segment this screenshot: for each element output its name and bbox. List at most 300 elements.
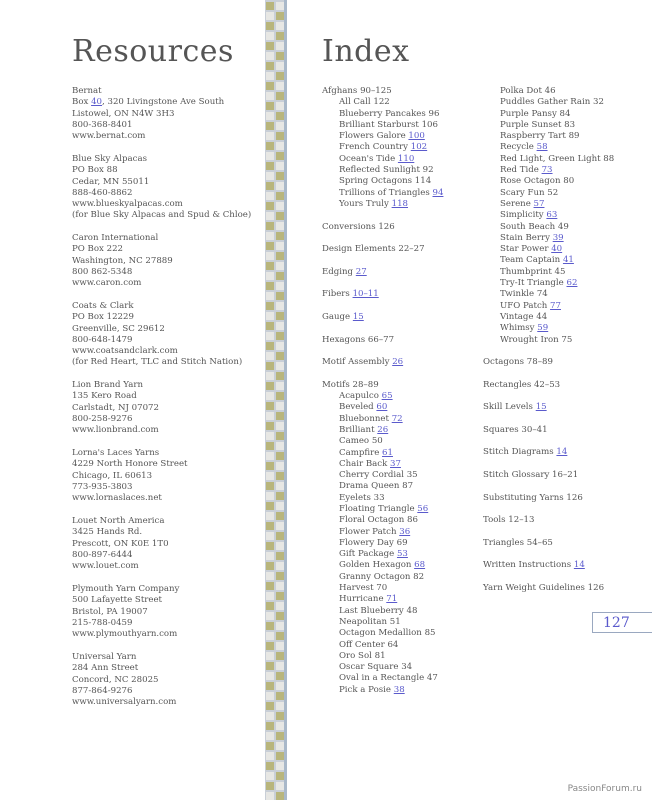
strip-square xyxy=(266,162,274,170)
index-spacer xyxy=(322,301,443,312)
strip-square xyxy=(266,772,274,780)
index-spacer xyxy=(483,459,604,470)
index-subentry: All Call 122 xyxy=(339,97,390,108)
index-subentry: Bluebonnet 72 xyxy=(339,413,403,424)
index-subentry: Granny Octagon 82 xyxy=(339,571,425,582)
page-link[interactable]: 14 xyxy=(573,560,585,571)
strip-square xyxy=(266,502,274,510)
strip-square xyxy=(266,412,274,420)
index-subentry: Spring Octagons 114 xyxy=(339,176,432,187)
resource-line: Bristol, PA 19007 xyxy=(72,606,148,617)
resource-line: 500 Lafayette Street xyxy=(72,595,163,606)
strip-square xyxy=(266,752,274,760)
page-link[interactable]: 38 xyxy=(393,684,405,695)
strip-square xyxy=(276,82,284,90)
page-link[interactable]: 62 xyxy=(566,278,578,289)
page-link[interactable]: 60 xyxy=(376,402,388,413)
strip-square xyxy=(276,112,284,120)
resource-line: Carlstadt, NJ 07072 xyxy=(72,402,159,413)
index-entry: Skill Levels 15 xyxy=(483,402,547,413)
strip-square xyxy=(266,782,274,790)
strip-square xyxy=(276,42,284,50)
index-entry: Octagons 78–89 xyxy=(483,357,553,367)
strip-square xyxy=(266,192,274,200)
strip-square xyxy=(276,22,284,30)
resource-line: 800-897-6444 xyxy=(72,549,133,560)
page-link[interactable]: 37 xyxy=(390,458,401,469)
strip-square xyxy=(266,452,274,460)
index-spacer xyxy=(483,436,604,447)
index-spacer xyxy=(483,413,604,424)
index-spacer xyxy=(322,278,443,289)
strip-square xyxy=(266,642,274,650)
strip-square xyxy=(276,122,284,130)
strip-square xyxy=(276,362,284,370)
index-entry: Squares 30–41 xyxy=(483,424,548,435)
strip-square xyxy=(266,142,274,150)
strip-square xyxy=(266,742,274,750)
index-subentry: Cherry Cordial 35 xyxy=(339,470,418,481)
strip-square xyxy=(276,722,284,730)
strip-square xyxy=(276,102,284,110)
strip-square xyxy=(276,482,284,490)
strip-square xyxy=(276,202,284,210)
resource-entry xyxy=(72,516,169,572)
page-link[interactable]: 40 xyxy=(551,244,563,255)
index-subentry: Oscar Square 34 xyxy=(339,662,413,673)
index-subentry: Campfire 61 xyxy=(339,447,393,458)
resource-line: 800-258-9276 xyxy=(72,413,133,424)
index-entry: Wrought Iron 75 xyxy=(500,334,573,345)
resource-line[interactable]: www.lornaslaces.net xyxy=(72,493,162,504)
strip-square xyxy=(276,702,284,710)
resource-line: 4229 North Honore Street xyxy=(72,459,188,470)
index-entry: Design Elements 22–27 xyxy=(322,244,425,255)
index-subentry: Brilliant Starburst 106 xyxy=(339,119,438,130)
strip-square xyxy=(276,172,284,180)
resource-line: Cedar, MN 55011 xyxy=(72,176,150,187)
strip-square xyxy=(266,682,274,690)
index-entry: Recycle 58 xyxy=(500,142,548,153)
strip-square xyxy=(266,12,274,20)
resource-line[interactable]: www.bernat.com xyxy=(72,131,146,142)
resource-name: Blue Sky Alpacas xyxy=(72,154,148,164)
strip-square xyxy=(276,632,284,640)
index-subentry: Chair Back 37 xyxy=(339,458,401,469)
page-link[interactable]: 59 xyxy=(537,323,549,334)
page-link[interactable]: 56 xyxy=(417,503,429,514)
strip-square xyxy=(266,402,274,410)
index-entry: Purple Pansy 84 xyxy=(500,108,571,119)
strip-square xyxy=(266,22,274,30)
index-entry: Red Light, Green Light 88 xyxy=(500,153,615,164)
page-link[interactable]: 10–11 xyxy=(352,289,379,300)
resource-line: 3425 Hands Rd. xyxy=(72,527,143,538)
resource-line: PO Box 88 xyxy=(72,165,118,176)
strip-square xyxy=(266,212,274,220)
page-link[interactable]: 77 xyxy=(550,300,561,311)
page-link[interactable]: 102 xyxy=(410,142,428,153)
index-subentry: Yours Truly 118 xyxy=(339,198,409,209)
index-subentry: Harvest 70 xyxy=(339,583,388,594)
strip-square xyxy=(276,2,284,10)
index-spacer xyxy=(322,323,443,334)
index-entry: Fibers 10–11 xyxy=(322,289,379,300)
resource-name: Lion Brand Yarn xyxy=(72,380,143,390)
strip-edge-line xyxy=(284,0,287,800)
strip-square xyxy=(266,152,274,160)
strip-square xyxy=(266,102,274,110)
index-entry: Try-It Triangle 62 xyxy=(500,278,578,289)
strip-square xyxy=(266,382,274,390)
index-subentry: Ocean's Tide 110 xyxy=(339,153,415,164)
index-entry: Whimsy 59 xyxy=(500,323,549,334)
strip-square xyxy=(276,242,284,250)
strip-square xyxy=(266,72,274,80)
page-number: 127 xyxy=(592,612,652,633)
strip-square xyxy=(266,302,274,310)
resource-name: Bernat xyxy=(72,86,102,96)
strip-square xyxy=(266,122,274,130)
strip-square xyxy=(276,382,284,390)
resource-line: 215-788-0459 xyxy=(72,617,133,628)
index-title: Index xyxy=(322,34,410,69)
page-link[interactable]: 15 xyxy=(535,402,547,413)
index-subentry: Trillions of Triangles 94 xyxy=(339,187,444,198)
strip-square xyxy=(266,362,274,370)
resource-line[interactable]: www.coatsandclark.com xyxy=(72,346,178,357)
strip-square xyxy=(266,582,274,590)
index-column-3 xyxy=(483,357,604,594)
strip-square xyxy=(266,32,274,40)
strip-square xyxy=(276,762,284,770)
strip-square xyxy=(266,272,274,280)
strip-square xyxy=(266,182,274,190)
index-entry: Motifs 28–89 xyxy=(322,379,379,390)
page-link[interactable]: 14 xyxy=(556,447,568,458)
index-entry: Conversions 126 xyxy=(322,221,395,232)
strip-square xyxy=(276,792,284,800)
resource-line: PO Box 12229 xyxy=(72,312,134,323)
index-subentry: Oval in a Rectangle 47 xyxy=(339,673,438,684)
strip-square xyxy=(266,662,274,670)
strip-square xyxy=(266,792,274,800)
index-entry: Red Tide 73 xyxy=(500,165,553,176)
strip-square xyxy=(276,672,284,680)
strip-square xyxy=(276,642,284,650)
resource-name: Universal Yarn xyxy=(72,652,137,662)
resource-line: 800 862-5348 xyxy=(72,266,133,277)
resource-entry xyxy=(72,301,242,369)
strip-square xyxy=(276,142,284,150)
index-entry: Scary Fun 52 xyxy=(500,187,559,198)
page-link[interactable]: 57 xyxy=(533,198,545,209)
page-link[interactable]: 65 xyxy=(381,391,393,402)
index-subentry: Golden Hexagon 68 xyxy=(339,560,426,571)
page-link[interactable]: 61 xyxy=(382,447,393,458)
index-subentry: Drama Queen 87 xyxy=(339,481,414,492)
strip-square xyxy=(276,152,284,160)
page-link[interactable]: 63 xyxy=(546,210,558,221)
index-entry: Hexagons 66–77 xyxy=(322,334,395,345)
index-spacer xyxy=(483,549,604,560)
strip-square xyxy=(266,262,274,270)
page-link[interactable]: 26 xyxy=(392,357,404,368)
index-spacer xyxy=(483,504,604,515)
strip-square xyxy=(266,702,274,710)
strip-square xyxy=(266,252,274,260)
resource-line: 135 Kero Road xyxy=(72,391,137,402)
strip-square xyxy=(276,432,284,440)
strip-square xyxy=(266,202,274,210)
resource-line: Box 40, 320 Livingstone Ave South xyxy=(72,97,225,108)
page-link[interactable]: 68 xyxy=(414,560,426,571)
strip-square xyxy=(266,652,274,660)
index-entry: Twinkle 74 xyxy=(500,289,548,300)
strip-square xyxy=(276,502,284,510)
index-entry: Afghans 90–125 xyxy=(322,86,392,96)
strip-square xyxy=(276,262,284,270)
strip-square xyxy=(276,412,284,420)
index-entry: Rose Octagon 80 xyxy=(500,176,575,187)
strip-square xyxy=(276,462,284,470)
resource-entry xyxy=(72,448,188,504)
strip-square xyxy=(266,112,274,120)
strip-square xyxy=(266,172,274,180)
strip-square xyxy=(276,732,284,740)
strip-square xyxy=(266,42,274,50)
index-entry: Written Instructions 14 xyxy=(483,560,585,571)
strip-square xyxy=(266,482,274,490)
index-subentry: Acapulco 65 xyxy=(339,391,393,402)
index-spacer xyxy=(322,210,443,221)
index-entry: UFO Patch 77 xyxy=(500,300,561,311)
resource-line: 800-648-1479 xyxy=(72,334,133,345)
index-entry: Vintage 44 xyxy=(500,311,548,322)
strip-square xyxy=(276,712,284,720)
index-subentry: Neapolitan 51 xyxy=(339,616,401,627)
index-column-2 xyxy=(500,86,614,346)
index-subentry: Floating Triangle 56 xyxy=(339,503,429,514)
watermark: PassionForum.ru xyxy=(567,784,642,794)
index-entry: Serene 57 xyxy=(500,198,545,209)
strip-square xyxy=(266,572,274,580)
strip-square xyxy=(266,542,274,550)
index-entry: Motif Assembly 26 xyxy=(322,357,404,368)
strip-square xyxy=(276,622,284,630)
index-subentry: Flower Patch 36 xyxy=(339,526,411,537)
strip-square xyxy=(266,602,274,610)
resource-name: Coats & Clark xyxy=(72,301,134,311)
index-subentry: Oro Sol 81 xyxy=(339,650,386,661)
strip-square xyxy=(266,232,274,240)
resource-line: PO Box 222 xyxy=(72,244,124,255)
resource-line[interactable]: www.lionbrand.com xyxy=(72,425,159,436)
resource-line: 284 Ann Street xyxy=(72,663,139,674)
page-link[interactable]: 53 xyxy=(396,549,408,560)
page-link[interactable]: 27 xyxy=(355,266,367,277)
page-link[interactable]: 26 xyxy=(377,424,389,435)
page-link[interactable]: 58 xyxy=(536,142,548,153)
strip-square xyxy=(276,392,284,400)
resource-entry xyxy=(72,380,159,436)
strip-square xyxy=(276,472,284,480)
page-link[interactable]: 40 xyxy=(91,97,103,108)
index-subentry: Gift Package 53 xyxy=(339,549,408,560)
strip-square xyxy=(266,762,274,770)
index-subentry: Floral Octagon 86 xyxy=(339,515,418,526)
strip-square xyxy=(276,292,284,300)
strip-square xyxy=(266,512,274,520)
index-entry: Yarn Weight Guidelines 126 xyxy=(483,582,605,593)
strip-square xyxy=(276,32,284,40)
index-spacer xyxy=(322,233,443,244)
strip-square xyxy=(276,222,284,230)
resource-line[interactable]: www.caron.com xyxy=(72,278,142,289)
strip-square xyxy=(276,62,284,70)
index-column-1 xyxy=(322,86,443,696)
page-link[interactable]: 15 xyxy=(352,311,364,322)
strip-square xyxy=(266,322,274,330)
index-entry: Rectangles 42–53 xyxy=(483,379,561,390)
index-entry: Triangles 54–65 xyxy=(483,537,553,548)
strip-square xyxy=(266,722,274,730)
index-entry: Star Power 40 xyxy=(500,244,563,255)
strip-square xyxy=(266,422,274,430)
resource-name: Plymouth Yarn Company xyxy=(72,584,180,594)
page-link[interactable]: 100 xyxy=(408,131,425,142)
strip-square xyxy=(276,352,284,360)
page-link[interactable]: 36 xyxy=(399,526,411,537)
strip-square xyxy=(266,562,274,570)
index-entry: South Beach 49 xyxy=(500,221,569,232)
index-entry: Gauge 15 xyxy=(322,311,364,322)
strip-square xyxy=(266,492,274,500)
strip-square xyxy=(276,342,284,350)
strip-square xyxy=(266,82,274,90)
resource-line: 800-368-8401 xyxy=(72,119,133,130)
page-link[interactable]: 73 xyxy=(541,165,553,176)
index-spacer xyxy=(483,572,604,583)
strip-square xyxy=(276,772,284,780)
index-entry: Tools 12–13 xyxy=(483,515,535,526)
strip-square xyxy=(276,192,284,200)
resource-entry xyxy=(72,652,176,708)
index-subentry: Last Blueberry 48 xyxy=(339,605,418,616)
resource-entry xyxy=(72,233,173,289)
strip-square xyxy=(276,302,284,310)
resource-entry xyxy=(72,86,224,142)
resource-line: 773-935-3803 xyxy=(72,481,133,492)
resource-line: 888-460-8862 xyxy=(72,187,133,198)
strip-square xyxy=(276,452,284,460)
index-entry: Raspberry Tart 89 xyxy=(500,131,580,142)
strip-square xyxy=(276,332,284,340)
page-link[interactable]: 72 xyxy=(391,413,403,424)
strip-square xyxy=(266,532,274,540)
strip-square xyxy=(276,372,284,380)
strip-square xyxy=(266,632,274,640)
page-link[interactable]: 110 xyxy=(397,153,415,164)
strip-square xyxy=(266,92,274,100)
resource-line[interactable]: www.blueskyalpacas.com xyxy=(72,199,183,210)
strip-square xyxy=(266,612,274,620)
strip-square xyxy=(276,442,284,450)
index-entry: Substituting Yarns 126 xyxy=(483,492,583,503)
strip-square xyxy=(276,212,284,220)
strip-square xyxy=(266,692,274,700)
page-link[interactable]: 41 xyxy=(562,255,574,266)
resource-line[interactable]: www.universalyarn.com xyxy=(72,697,177,708)
resource-line: Concord, NC 28025 xyxy=(72,674,159,685)
strip-square xyxy=(276,72,284,80)
strip-square xyxy=(276,132,284,140)
strip-square xyxy=(276,582,284,590)
resource-line[interactable]: www.plymouthyarn.com xyxy=(72,629,178,640)
strip-square xyxy=(276,742,284,750)
strip-square xyxy=(266,442,274,450)
page-link[interactable]: 118 xyxy=(391,198,409,209)
strip-square xyxy=(276,592,284,600)
strip-square xyxy=(266,282,274,290)
index-entry: Puddles Gather Rain 32 xyxy=(500,97,604,108)
strip-square xyxy=(276,252,284,260)
resource-line: (for Blue Sky Alpacas and Spud & Chloe) xyxy=(72,210,252,221)
strip-square xyxy=(266,62,274,70)
strip-square xyxy=(266,552,274,560)
strip-square xyxy=(276,602,284,610)
strip-square xyxy=(276,782,284,790)
strip-square xyxy=(266,472,274,480)
index-subentry: French Country 102 xyxy=(339,142,428,153)
strip-square xyxy=(276,492,284,500)
index-entry: Thumbprint 45 xyxy=(500,266,566,277)
resource-line: 877-864-9276 xyxy=(72,685,133,696)
strip-square xyxy=(266,2,274,10)
page-link[interactable]: 94 xyxy=(432,187,444,198)
resource-line: Listowel, ON N4W 3H3 xyxy=(72,108,175,119)
strip-square xyxy=(276,282,284,290)
strip-square xyxy=(276,612,284,620)
index-entry: Stain Berry 39 xyxy=(500,232,564,243)
decorative-checker-strip xyxy=(265,0,285,800)
resource-name: Lorna's Laces Yarns xyxy=(72,448,160,458)
index-entry: Stitch Diagrams 14 xyxy=(483,447,568,458)
strip-square xyxy=(266,732,274,740)
strip-square xyxy=(266,672,274,680)
strip-square xyxy=(276,52,284,60)
page-link[interactable]: 39 xyxy=(552,232,564,243)
strip-square xyxy=(266,432,274,440)
index-spacer xyxy=(483,391,604,402)
index-subentry: Octagon Medallion 85 xyxy=(339,628,436,639)
index-subentry: Pick a Posie 38 xyxy=(339,684,405,695)
strip-square xyxy=(266,132,274,140)
strip-square xyxy=(276,232,284,240)
index-subentry: Hurricane 71 xyxy=(339,594,398,605)
strip-square xyxy=(276,662,284,670)
strip-square xyxy=(266,342,274,350)
strip-square xyxy=(266,462,274,470)
index-subentry: Reflected Sunlight 92 xyxy=(339,165,434,176)
resource-name: Louet North America xyxy=(72,516,165,526)
strip-square xyxy=(276,162,284,170)
index-subentry: Brilliant 26 xyxy=(339,424,389,435)
resource-line[interactable]: www.louet.com xyxy=(72,561,139,572)
strip-square xyxy=(266,622,274,630)
strip-square xyxy=(266,242,274,250)
page-link[interactable]: 71 xyxy=(386,594,398,605)
